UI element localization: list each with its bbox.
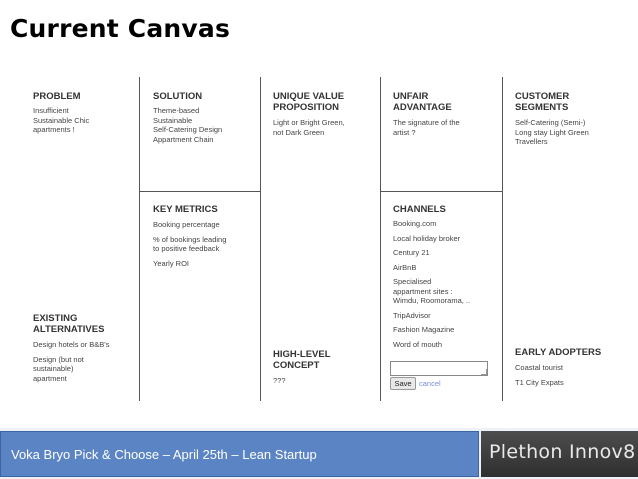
slide-title: Current Canvas	[10, 14, 231, 43]
list-item: Word of mouth	[393, 339, 443, 349]
brand-logo	[481, 431, 638, 477]
channels-list	[393, 219, 470, 349]
list-item: Specialised appartment sites : Wimdu, Roomorama, ..	[393, 277, 471, 305]
problem-text: Insufficient Sustainable Chic apartments !	[33, 106, 90, 134]
list-item: Booking percentage	[153, 220, 220, 229]
early-adopters-heading: EARLY ADOPTERS	[515, 347, 602, 358]
list-item: AirBnB	[393, 262, 417, 272]
list-item: Design hotels or B&B's	[33, 340, 110, 349]
existing-alternatives-heading: EXISTING ALTERNATIVES	[33, 313, 105, 335]
footer-caption-bar	[0, 431, 479, 477]
unfair-advantage-cell	[381, 77, 503, 192]
list-item: Booking.com	[393, 219, 437, 228]
save-button[interactable]: Save	[390, 377, 416, 390]
lean-canvas	[19, 77, 638, 401]
unfair-advantage-text: The signature of the artist ?	[393, 118, 460, 137]
list-item: Fashion Magazine	[393, 325, 455, 334]
unique-value-proposition-cell	[261, 77, 381, 401]
early-adopters-list	[515, 363, 601, 387]
problem-cell	[19, 77, 140, 401]
solution-text: Theme-based Sustainable Self-Catering Design Appartment Chain	[153, 106, 223, 144]
channel-input[interactable]	[390, 361, 488, 376]
key-metrics-list	[153, 220, 226, 268]
channels-heading: CHANNELS	[393, 204, 446, 215]
solution-heading: SOLUTION	[153, 91, 203, 102]
problem-heading: PROBLEM	[33, 91, 81, 102]
brand-name: Plethon Innov8	[489, 441, 636, 463]
key-metrics-heading: KEY METRICS	[153, 204, 218, 215]
customer-segments-text: Self-Catering (Semi-) Long stay Light Green Travellers	[515, 118, 589, 146]
solution-cell	[140, 77, 261, 192]
resize-grip-icon[interactable]	[481, 369, 487, 375]
uvp-text: Light or Bright Green, not Dark Green	[273, 118, 345, 137]
cancel-link[interactable]: cancel	[419, 379, 441, 388]
existing-alternatives-list	[33, 340, 109, 383]
key-metrics-cell	[140, 192, 261, 401]
high-level-concept-text: ???	[273, 376, 286, 385]
footer-caption: Voka Bryo Pick & Choose – April 25th – Lean Startup	[11, 447, 317, 462]
customer-segments-cell	[503, 77, 638, 401]
list-item: TripAdvisor	[393, 310, 431, 320]
list-item: T1 City Expats	[515, 377, 564, 387]
list-item: % of bookings leading to positive feedback	[153, 234, 227, 253]
customer-segments-heading: CUSTOMER SEGMENTS	[515, 91, 570, 113]
list-item: Century 21	[393, 248, 430, 257]
unfair-advantage-heading: UNFAIR ADVANTAGE	[393, 91, 452, 113]
list-item: Design (but not sustainable) apartment	[33, 354, 84, 383]
list-item: Local holiday broker	[393, 233, 461, 243]
list-item: Yearly ROI	[153, 258, 189, 268]
uvp-heading: UNIQUE VALUE PROPOSITION	[273, 91, 345, 113]
high-level-concept-heading: HIGH-LEVEL CONCEPT	[273, 349, 331, 371]
list-item: Coastal tourist	[515, 363, 563, 372]
